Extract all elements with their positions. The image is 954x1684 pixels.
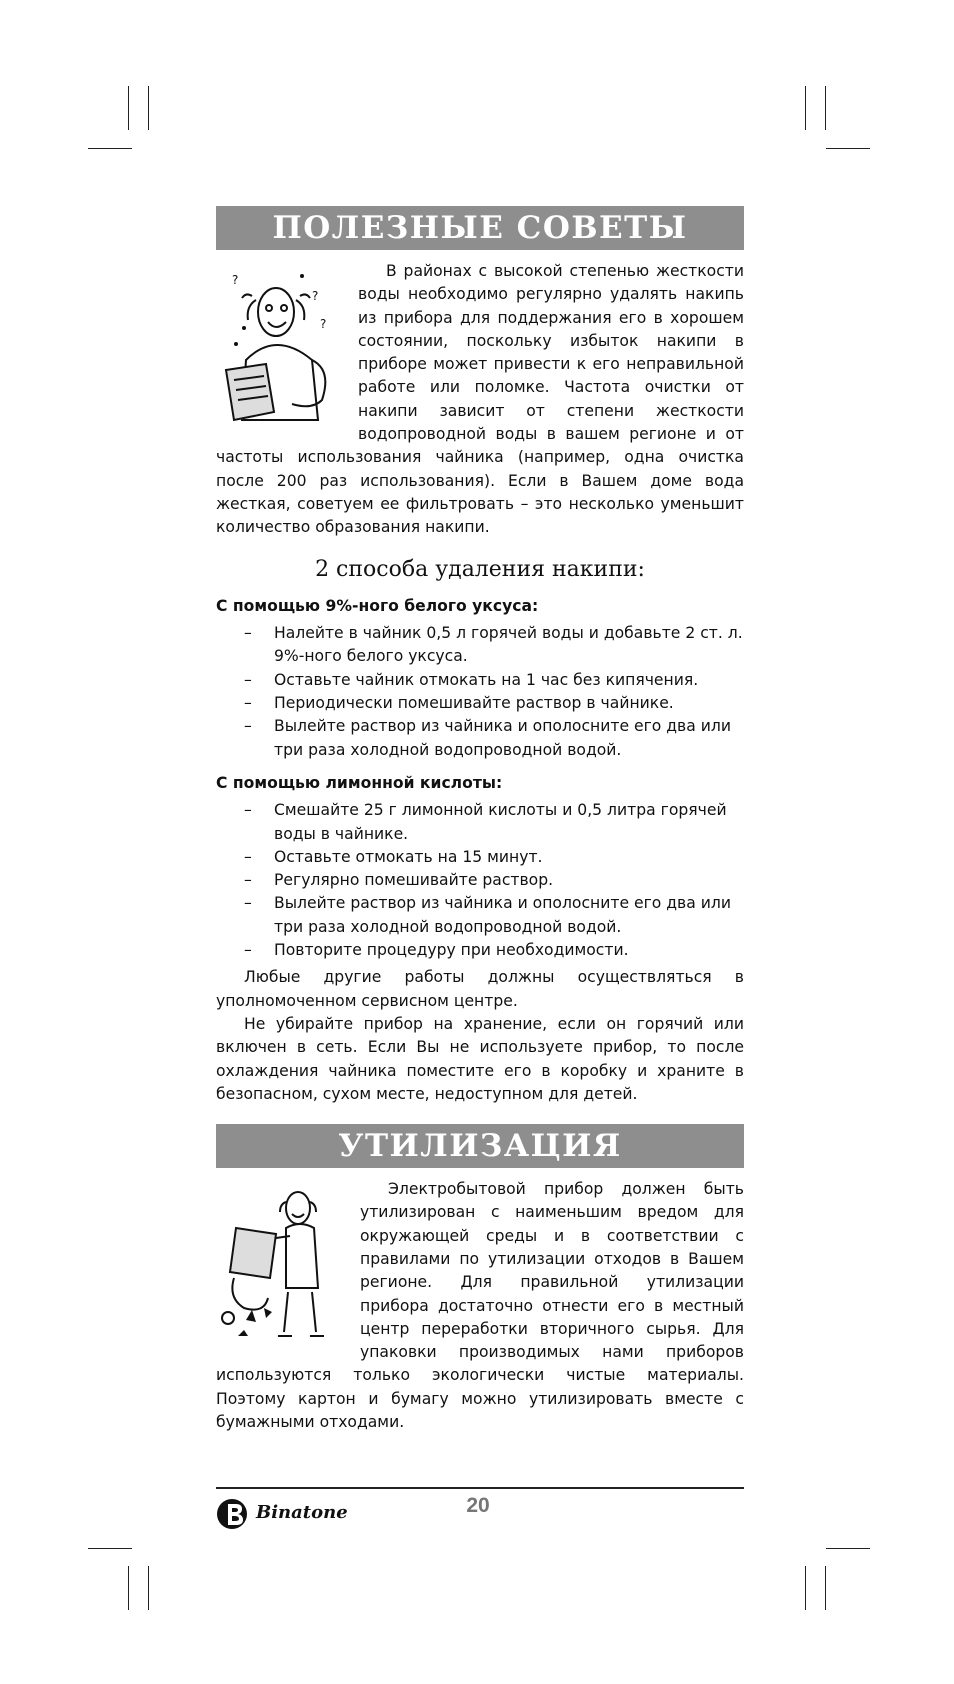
disposal-block (216, 1178, 744, 1434)
disposal-text: Электробытовой прибор должен быть утилизирован с наименьшим вредом для окружающей среды и в соответствии с правилами по утилизации отходов в Вашем регионе. Для правильной утилизации прибора достаточно отнести его в местный центр переработки вторичного сырья. Для упаковки производимых нами приборов используются только экологически чистые материалы. Поэтому картон и бумагу можно утилизировать вместе с бумажными отходами. (216, 1180, 744, 1432)
descaling-title: 2 способа удаления накипи: (315, 556, 645, 582)
crop-mark (805, 1566, 806, 1610)
list-item (216, 939, 744, 962)
crop-mark (825, 1566, 826, 1610)
list-dash: – (244, 894, 252, 913)
step-text: Вылейте раствор из чайника и ополосните его два или три раза холодной водопроводной водой. (274, 894, 732, 936)
list-dash: – (244, 847, 252, 866)
page-number: 20 (466, 1494, 490, 1517)
list-item (216, 669, 744, 692)
list-item (216, 799, 744, 846)
list-item (216, 892, 744, 939)
method-vinegar-steps (216, 622, 744, 762)
crop-mark (88, 148, 132, 149)
crop-mark (805, 86, 806, 130)
section-title-disposal: УТИЛИЗАЦИЯ (216, 1124, 744, 1168)
svg-text:?: ? (320, 317, 327, 331)
useful-tips-text: В районах с высокой степенью жесткости воды необходимо регулярно удалять накипь из прибора для поддержания его в хорошем состоянии, поскольку избыток накипи в приборе может привести к его неправильной работе или поломке. Частота очистки от накипи зависит от степени жесткости водопроводной воды в вашем регионе и от частоты использования чайника (например, одна очистка после 200 раз использования). Если в Вашем доме вода жесткая, советуем ее фильтровать – это несколько уменьшит количество образования накипи. (216, 262, 744, 537)
list-item (216, 622, 744, 669)
crop-mark (826, 1548, 870, 1549)
list-dash: – (244, 871, 252, 890)
step-text: Оставьте чайник отмокать на 1 час без кипячения. (274, 670, 699, 689)
crop-mark (826, 148, 870, 149)
step-text: Повторите процедуру при необходимости. (274, 941, 629, 960)
list-dash: – (244, 694, 252, 713)
list-item (216, 869, 744, 892)
step-text: Оставьте отмокать на 15 минут. (274, 847, 543, 866)
list-dash: – (244, 670, 252, 689)
method-citric-heading: С помощью лимонной кислоты: (216, 773, 503, 792)
method-vinegar-heading: С помощью 9%-ного белого уксуса: (216, 596, 539, 615)
tips-block (216, 260, 744, 540)
footer-divider (216, 1487, 744, 1489)
method-citric-steps (216, 799, 744, 962)
service-center-note: Любые другие работы должны осуществляться в уполномоченном сервисном центре. (216, 968, 744, 1010)
section-title-useful-tips: ПОЛЕЗНЫЕ СОВЕТЫ (216, 206, 744, 250)
crop-mark (148, 1566, 149, 1610)
binatone-logo-mark-icon (216, 1498, 252, 1530)
crop-mark (88, 1548, 132, 1549)
step-text: Регулярно помешивайте раствор. (274, 871, 554, 890)
page-content (216, 206, 744, 1434)
list-dash: – (244, 941, 252, 960)
step-text: Налейте в чайник 0,5 л горячей воды и добавьте 2 ст. л. 9%-ного белого уксуса. (274, 624, 743, 666)
list-item (216, 692, 744, 715)
brand-name: Binatone (256, 1502, 348, 1523)
list-item (216, 846, 744, 869)
man-reading-manual-illustration (216, 270, 344, 430)
crop-mark (128, 1566, 129, 1610)
binatone-logo (216, 1498, 356, 1532)
man-discarding-box-illustration (216, 1188, 346, 1348)
list-item (216, 715, 744, 762)
storage-note: Не убирайте прибор на хранение, если он горячий или включен в сеть. Если Вы не используете прибор, то после охлаждения чайника поместите его в коробку и храните в безопасном, сухом месте, недоступном для детей. (216, 1014, 744, 1103)
crop-mark (148, 86, 149, 130)
svg-text:?: ? (312, 289, 319, 303)
step-text: Периодически помешивайте раствор в чайнике. (274, 694, 674, 713)
crop-mark (128, 86, 129, 130)
crop-mark (825, 86, 826, 130)
list-dash: – (244, 801, 252, 820)
step-text: Смешайте 25 г лимонной кислоты и 0,5 литра горячей воды в чайнике. (274, 801, 727, 843)
list-dash: – (244, 717, 252, 736)
step-text: Вылейте раствор из чайника и ополосните его два или три раза холодной водопроводной водой. (274, 717, 732, 759)
list-dash: – (244, 624, 252, 643)
svg-text:?: ? (232, 273, 239, 287)
